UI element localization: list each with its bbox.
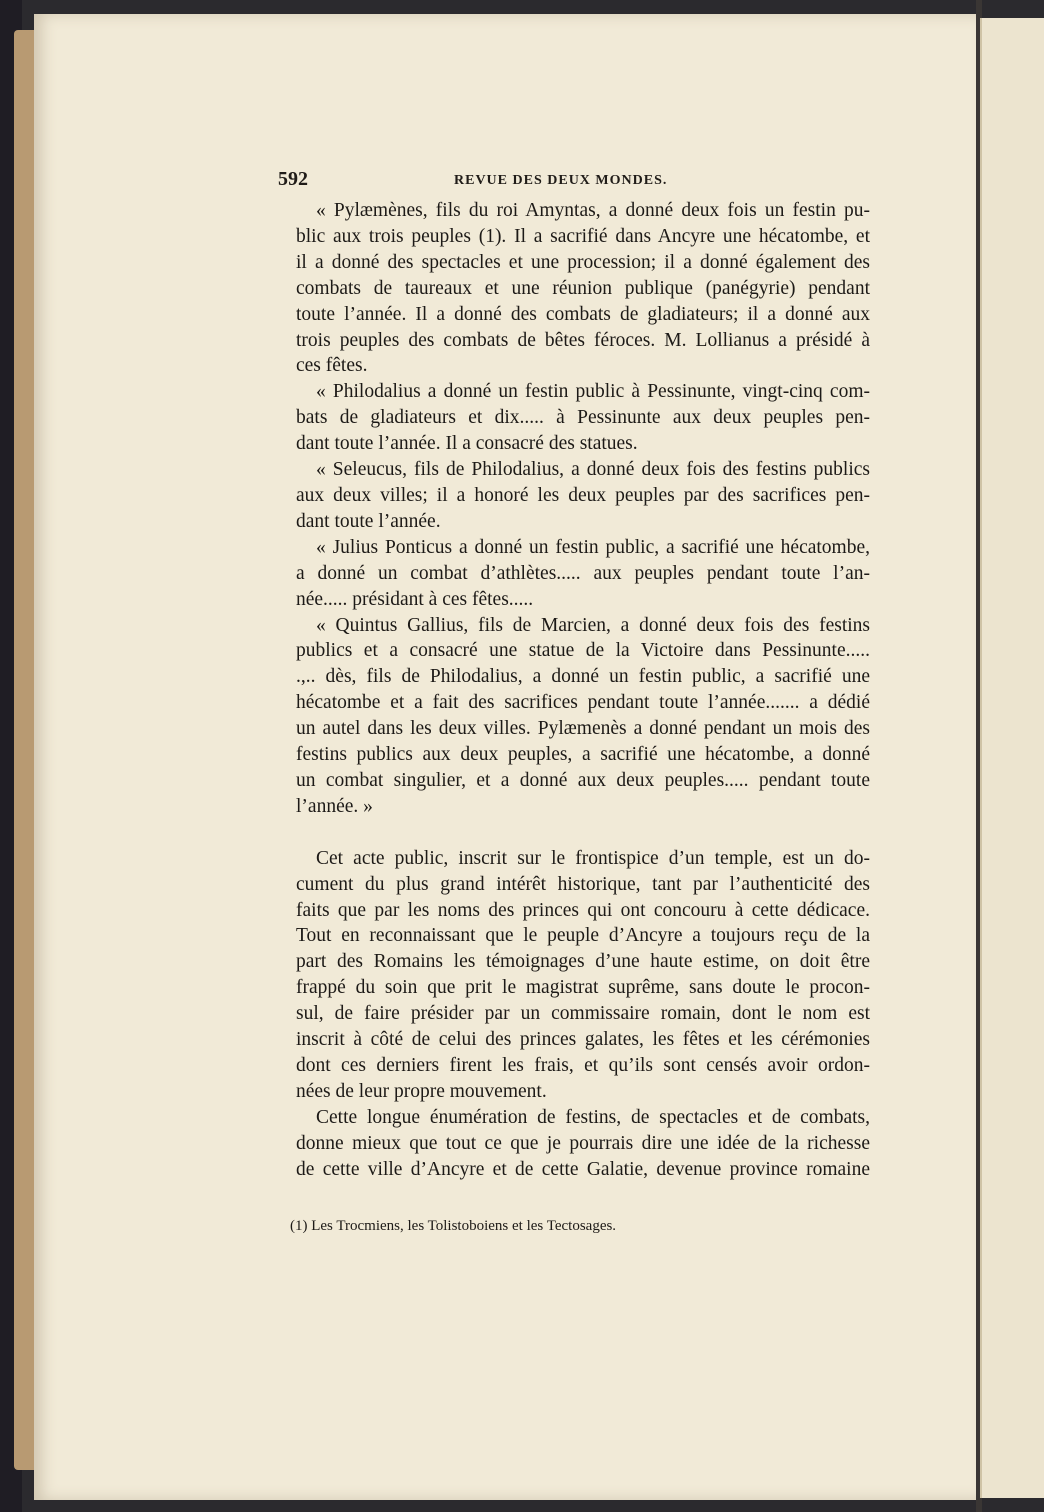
text-line: frappé du soin que prit le magistrat suprême, sans doute le procon- <box>296 977 870 999</box>
body-text <box>276 198 870 1183</box>
text-line: Cette longue énumération de festins, de spectacles et de combats, <box>316 1106 870 1128</box>
text-line: un combat singulier, et a donné aux deux peuples..... pendant toute <box>296 769 870 791</box>
text-line: ces fêtes. <box>296 355 368 377</box>
text-line: hécatombe et a fait des sacrifices pendant toute l’année....... a dédié <box>296 692 870 714</box>
text-line: a donné un combat d’athlètes..... aux peuples pendant toute l’an- <box>296 562 870 584</box>
text-line: un autel dans les deux villes. Pylæmenès a donné pendant un mois des <box>296 718 870 740</box>
paragraph-pylaemenes <box>276 198 870 379</box>
text-line: nées de leur propre mouvement. <box>296 1080 547 1102</box>
text-line: bats de gladiateurs et dix..... à Pessinunte aux deux peuples pen- <box>296 407 870 429</box>
text-line: blic aux trois peuples (1). Il a sacrifié dans Ancyre une hécatombe, et <box>296 225 870 247</box>
text-line: Cet acte public, inscrit sur le frontispice d’un temple, est un do- <box>316 847 870 869</box>
text-line: « Julius Ponticus a donné un festin public, a sacrifié une hécatombe, <box>316 536 870 558</box>
running-title: REVUE DES DEUX MONDES. <box>454 173 668 188</box>
text-line: « Pylæmènes, fils du roi Amyntas, a donné deux fois un festin pu- <box>316 200 870 221</box>
text-line: trois peuples des combats de bêtes féroces. M. Lollianus a présidé à <box>296 329 870 351</box>
text-line: .,.. dès, fils de Philodalius, a donné un festin public, a sacrifié une <box>296 666 870 688</box>
text-line: dant toute l’année. <box>296 510 441 532</box>
text-line: « Philodalius a donné un festin public à Pessinunte, vingt-cinq com- <box>316 381 870 403</box>
page-number: 592 <box>278 168 308 190</box>
text-line: née..... présidant à ces fêtes..... <box>296 588 534 610</box>
text-line: aux deux villes; il a honoré les deux peuples par des sacrifices pen- <box>296 484 870 506</box>
paragraph-quintus-gallius <box>276 613 870 820</box>
paragraph-seleucus <box>276 457 870 535</box>
text-line: de cette ville d’Ancyre et de cette Galatie, devenue province romaine <box>296 1158 870 1180</box>
text-line: donne mieux que tout ce que je pourrais dire une idée de la richesse <box>296 1132 870 1154</box>
paragraph-julius-ponticus <box>276 535 870 613</box>
text-line: part des Romains les témoignages d’une haute estime, on doit être <box>296 951 870 973</box>
page-header <box>278 168 870 198</box>
paragraph-philodalius <box>276 379 870 457</box>
text-line: « Quintus Gallius, fils de Marcien, a donné deux fois des festins <box>316 614 870 636</box>
text-line: publics et a consacré une statue de la Victoire dans Pessinunte..... <box>296 640 870 662</box>
text-line: « Seleucus, fils de Philodalius, a donné deux fois des festins publics <box>316 459 870 481</box>
text-line: cument du plus grand intérêt historique, tant par l’authenticité des <box>296 873 870 895</box>
text-line: l’année. » <box>296 795 373 817</box>
text-line: sul, de faire présider par un commissaire romain, dont le nom est <box>296 1003 870 1025</box>
text-line: dant toute l’année. Il a consacré des statues. <box>296 433 638 455</box>
text-line: il a donné des spectacles et une procession; il a donné également des <box>296 251 870 273</box>
text-line: Tout en reconnaissant que le peuple d’Ancyre a toujours reçu de la <box>296 925 870 947</box>
text-line: dont ces derniers firent les frais, et qu’ils sont censés avoir ordon- <box>296 1055 870 1076</box>
paragraph-commentary <box>276 846 870 1105</box>
paragraph-enumeration <box>276 1105 870 1183</box>
text-line: faits que par les noms des princes qui ont concouru à cette dédicace. <box>296 899 870 921</box>
footnote: (1) Les Trocmiens, les Tolistoboiens et les Tectosages. <box>290 1218 617 1234</box>
text-line: combats de taureaux et une réunion publique (panégyrie) pendant <box>296 277 870 299</box>
text-line: inscrit à côté de celui des princes galates, les fêtes et les cérémonies <box>296 1029 870 1051</box>
text-line: festins publics aux deux peuples, a sacrifié une hécatombe, a donné <box>296 744 870 766</box>
text-line: toute l’année. Il a donné des combats de gladiateurs; il a donné aux <box>296 303 870 325</box>
facing-page-edge <box>980 18 1044 1498</box>
